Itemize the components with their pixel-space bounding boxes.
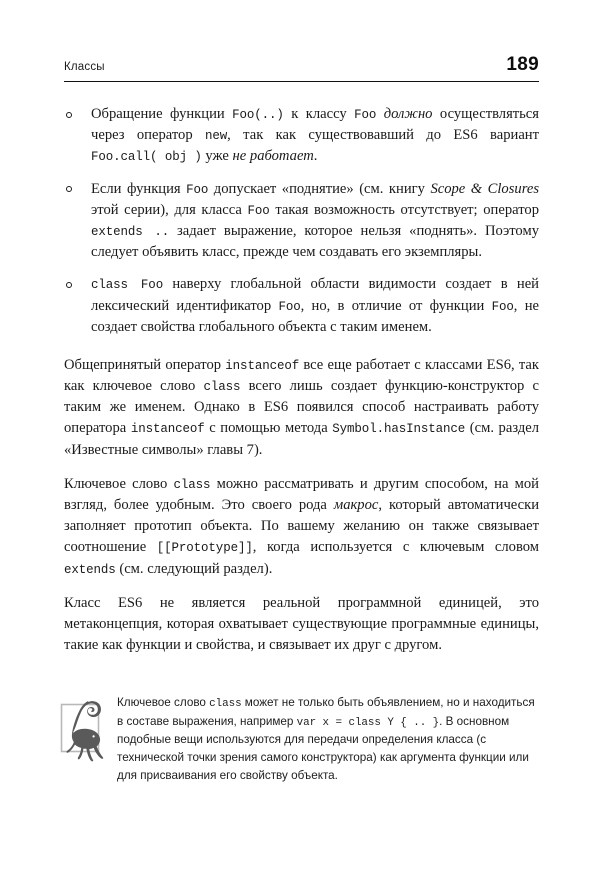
text-run: Класс ES6 не является реальной программной единицей, это метаконцепция, которая охватывает существующие программные единицы, такие как функции и свойства, и связывает их друг с другом. (64, 594, 539, 654)
inline-code: class (173, 477, 211, 492)
inline-code: extends (64, 562, 116, 577)
text-run: с помощью метода (204, 420, 333, 437)
text-run: уже (201, 148, 233, 165)
inline-code: Foo (186, 182, 209, 197)
list-item (64, 179, 539, 264)
list-item-text (91, 106, 539, 164)
text-run: (см. следующий раздел). (115, 560, 273, 577)
page-content (64, 104, 539, 656)
bullet-circle-icon (66, 282, 72, 288)
inline-code: Foo (354, 108, 377, 122)
inline-code: var x = class Y { .. } (296, 716, 440, 729)
tip-note-block (55, 692, 539, 785)
text-run: , который автоматически заполняет прототип объекта. По вашему желанию он также связывает соотношение (64, 497, 540, 556)
oreilly-monkey-tip-icon (55, 692, 117, 770)
list-item-text (91, 181, 539, 261)
emphasis-text: макрос (333, 497, 379, 513)
text-run: к классу (283, 106, 355, 122)
list-item (64, 274, 539, 338)
list-item-text (91, 276, 539, 334)
inline-code: Foo.call( obj ) (91, 150, 202, 165)
inline-code: instanceof (130, 422, 205, 437)
page-number: 189 (506, 54, 539, 75)
text-run (376, 106, 383, 122)
inline-code: class (203, 380, 241, 395)
text-run: допускает «поднятие» (см. книгу (208, 180, 431, 197)
page-title: Классы (64, 61, 105, 73)
inline-code: instanceof (225, 358, 300, 373)
text-run: , когда используется с ключевым словом (252, 539, 540, 556)
body-paragraph (64, 593, 539, 657)
inline-code: Foo (491, 299, 514, 314)
emphasis-text: не работает (232, 148, 314, 165)
text-run: . В основном подобные вещи используются для передачи определения класса (с технической точки зрения самого конструктора) как аргумента функции или для присваивания его свойству объекта. (117, 714, 529, 783)
text-run: Если функция (91, 180, 187, 197)
inline-code: Foo(..) (232, 108, 284, 122)
text-run: , но, в отличие от функции (300, 297, 492, 314)
text-run: все еще работает с классами ES6, так как ключевое слово (64, 356, 539, 395)
header-divider (64, 81, 539, 82)
inline-code: new (205, 129, 228, 144)
text-run: . (313, 148, 318, 165)
text-run: можно рассматривать и другим способом, на мой взгляд, более удобным. Это своего рода (64, 475, 539, 513)
text-run: всего лишь создает функцию-конструктор с таким же именем. Однако в ES6 появился способ настраивать работу оператора (64, 378, 539, 437)
list-item (64, 104, 539, 168)
inline-code: class (209, 698, 242, 710)
inline-code: Foo (247, 203, 270, 218)
text-run: этой серии), для класса (91, 201, 248, 218)
text-run: может не только быть объявлением, но и находиться в составе выражения, например (117, 696, 535, 728)
text-run: задает выражение, которое нельзя «поднять». Поэтому следует объявить класс, прежде чем создавать его экземпляры. (91, 222, 539, 261)
inline-code: Symbol.hasInstance (332, 422, 466, 437)
text-run: Ключевое слово (64, 475, 174, 492)
emphasis-text: Scope & Closures (430, 180, 540, 197)
bullet-list (64, 104, 539, 338)
bullet-circle-icon (66, 112, 72, 118)
text-run: , не создает свойства глобального объекта с таким именем. (91, 297, 539, 335)
tip-note-text (117, 692, 539, 785)
text-run: Обращение функции (91, 106, 233, 122)
text-run: такая возможность отсутствует; оператор (269, 201, 539, 218)
text-run: осуществляться через оператор (91, 106, 539, 144)
bullet-circle-icon (66, 186, 72, 192)
text-run: (см. раздел «Известные символы» главы 7). (64, 420, 540, 458)
inline-code: Foo (278, 299, 301, 314)
inline-code: extends .. (91, 224, 170, 239)
text-run: , так как существовавший до ES6 вариант (227, 127, 539, 144)
body-paragraph (64, 474, 539, 580)
text-run: наверху глобальной области видимости создает в ней лексический идентификатор (91, 276, 539, 314)
body-paragraph (64, 355, 539, 461)
inline-code: [[Prototype]] (156, 541, 253, 556)
emphasis-text: должно (383, 106, 433, 122)
inline-code: class Foo (91, 278, 164, 293)
running-header (64, 54, 539, 76)
text-run: Ключевое слово (117, 696, 210, 709)
text-run: Общепринятый оператор (64, 356, 226, 373)
